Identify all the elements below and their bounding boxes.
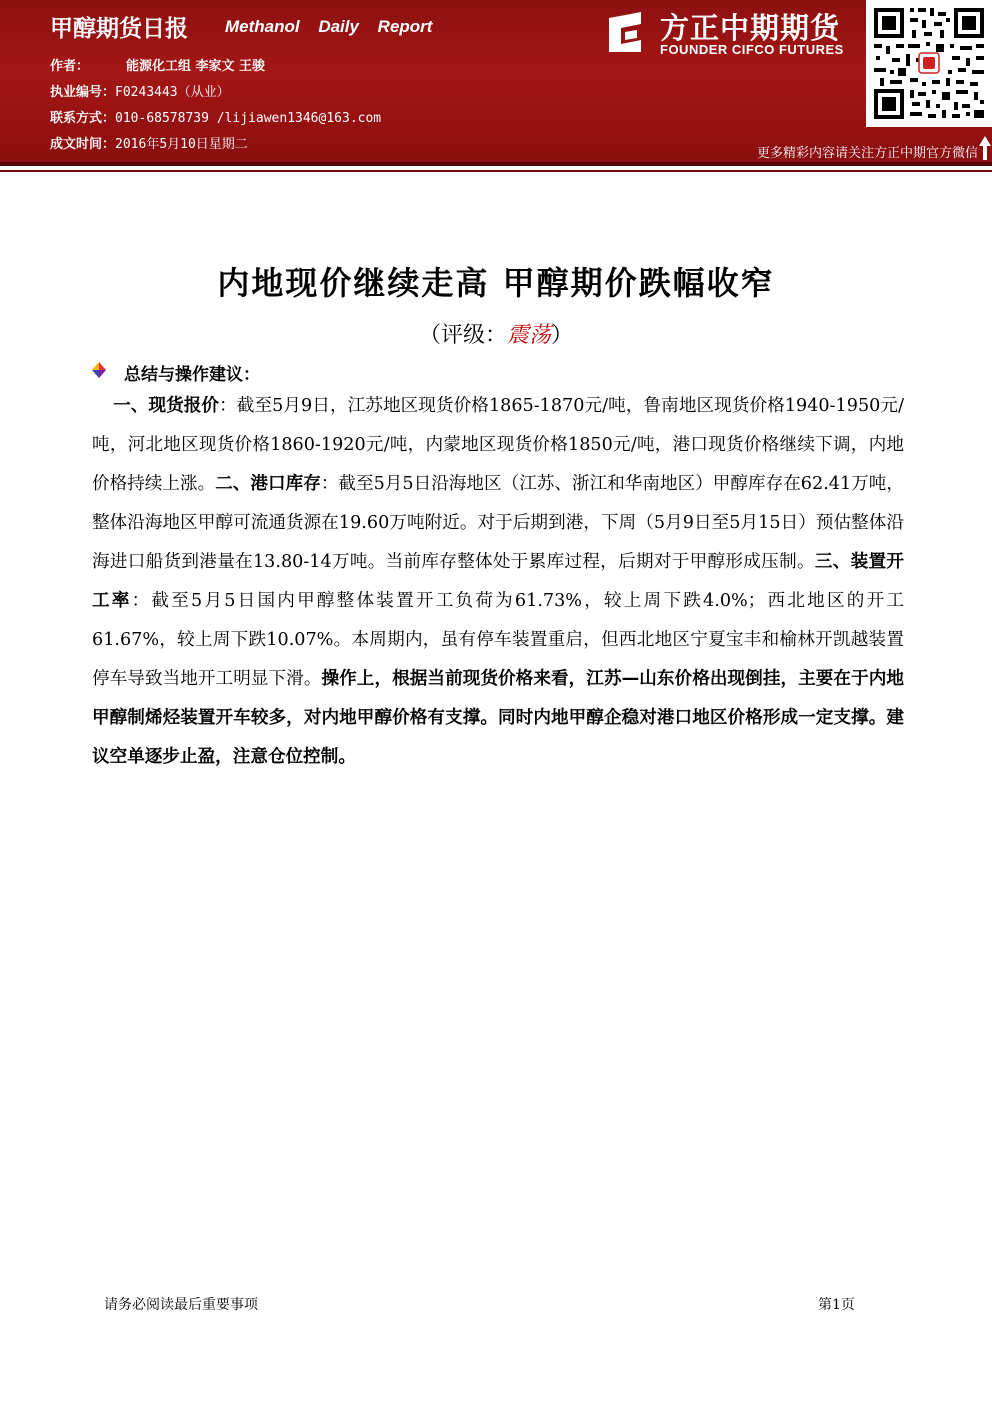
operating-rate-heading: 三、装置开工率 xyxy=(92,552,904,611)
up-arrow-icon xyxy=(978,134,992,162)
qr-code-icon xyxy=(866,0,992,127)
spot-price-text: ：截至5月9日，江苏地区现货价格1865-1870元/吨，鲁南地区现货价格1940-1950元/吨，河北地区现货价格1860-1920元/吨，内蒙地区现货价格1850元/吨，港口现货价格继续下调，内地价格持续上涨。 xyxy=(92,396,904,494)
follow-wechat-note: 更多精彩内容请关注方正中期官方微信 xyxy=(756,146,978,161)
rating-suffix: ） xyxy=(551,323,574,348)
section-heading: 总结与操作建议： xyxy=(124,365,260,385)
spot-price-heading: 一、现货报价 xyxy=(113,396,220,416)
license-value: F0243443（从业） xyxy=(115,85,230,100)
license-label: 执业编号： xyxy=(50,85,116,100)
footer-notice: 请务必阅读最后重要事项 xyxy=(104,1297,258,1313)
article-title: 内地现价继续走高 甲醇期价跌幅收窄 xyxy=(217,264,775,302)
report-title-cn: 甲醇期货日报 xyxy=(50,16,188,42)
contact-row xyxy=(50,107,381,126)
operation-advice: 操作上，根据当前现货价格来看，江苏—山东价格出现倒挂，主要在于内地甲醇制烯烃装置开车较多，对内地甲醇价格有支撑。同时内地甲醇企稳对港口地区价格形成一定支撑。建议空单逐步止盈，注意仓位控制。 xyxy=(92,669,904,767)
logo-text-cn: 方正中期期货 xyxy=(660,11,841,45)
port-inventory-heading: 二、港口库存 xyxy=(215,474,321,494)
founder-logo-icon xyxy=(603,10,647,54)
date-row xyxy=(50,133,248,152)
contact-label: 联系方式： xyxy=(50,111,116,126)
author-row xyxy=(50,55,266,74)
rating-line xyxy=(0,318,992,349)
header-divider-thin xyxy=(0,170,992,172)
contact-value: 010-68578739 /lijiawen1346@163.com xyxy=(115,111,382,126)
report-header-banner xyxy=(0,0,992,162)
author-label: 作者： xyxy=(50,59,90,74)
license-row xyxy=(50,81,230,100)
date-value: 2016年5月10日星期二 xyxy=(115,137,248,152)
port-inventory-text: ：截至5月5日沿海地区（江苏、浙江和华南地区）甲醇库存在62.41万吨，整体沿海地区甲醇可流通货源在19.60万吨附近。对于后期到港，下周（5月9日至5月15日）预估整体沿海进口船货到港量在13.80-14万吨。当前库存整体处于累库过程，后期对于甲醇形成压制。 xyxy=(92,474,904,572)
header-divider xyxy=(0,162,992,166)
date-label: 成文时间： xyxy=(50,137,116,152)
authors: 能源化工组 李家文 王骏 xyxy=(126,59,266,74)
rating-value: 震荡 xyxy=(506,323,551,348)
operating-rate-text: ：截至5月5日国内甲醇整体装置开工负荷为61.73%，较上周下跌4.0%；西北地区的开工61.67%，较上周下跌10.07%。本周期内，虽有停车装置重启，但西北地区宁夏宝丰和榆林开凯越装置停车导致当地开工明显下滑。 xyxy=(92,591,904,689)
logo-text-en: FOUNDER CIFCO FUTURES xyxy=(660,42,844,57)
summary-paragraph xyxy=(92,387,904,777)
diamond-bullet-icon xyxy=(92,362,106,378)
rating-prefix: （评级： xyxy=(418,323,507,348)
report-title-en: Methanol Daily Report xyxy=(225,17,433,36)
page-number: 第1页 xyxy=(818,1297,855,1313)
